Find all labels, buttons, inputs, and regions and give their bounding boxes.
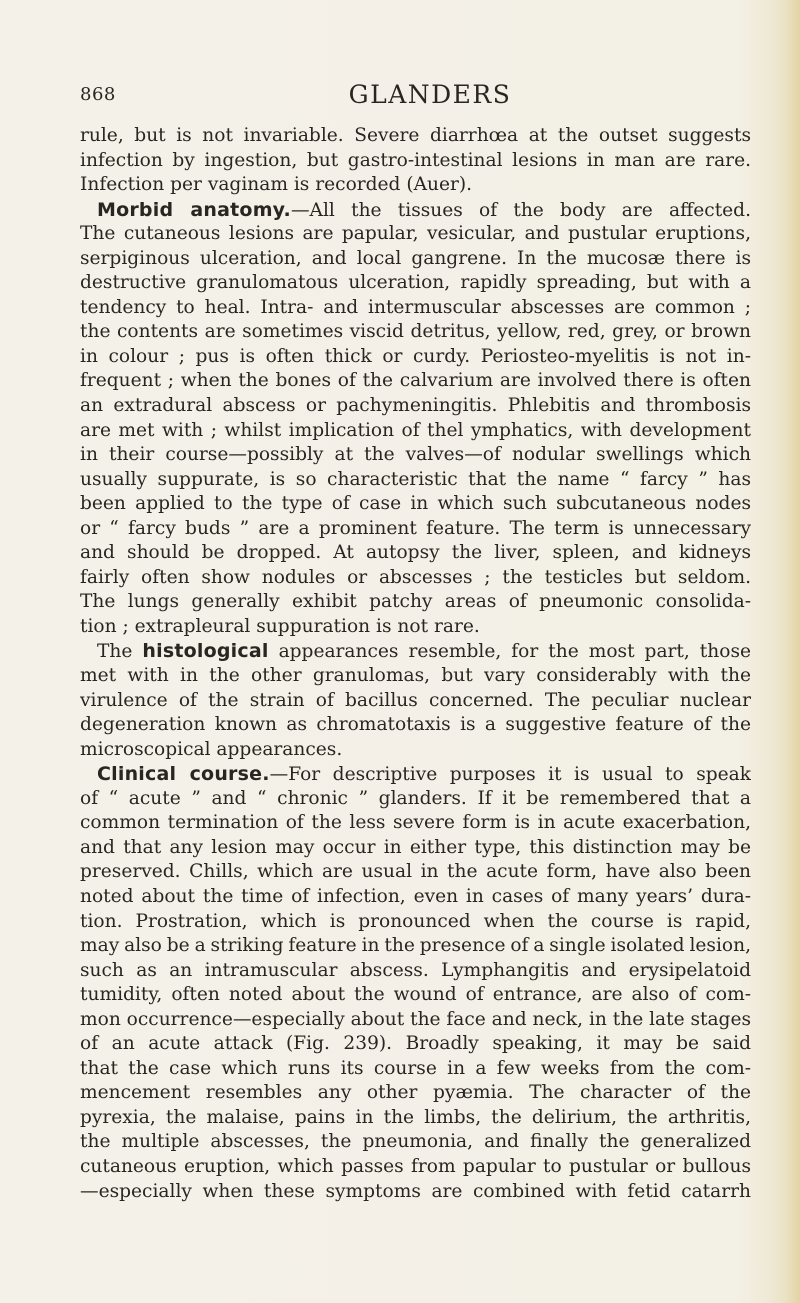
line-text: infection by ingestion, but gastro-intestinal lesions in man are rare. [80,149,751,171]
text-line [80,124,751,149]
line-text: tion ; extrapleural suppuration is not rare. [80,615,480,637]
page-header [80,80,750,110]
text-line [80,1008,751,1033]
line-text: —All the tissues of the body are affected. [290,199,751,221]
text-line [80,983,751,1008]
line-text: and that any lesion may occur in either type, this distinction may be [80,836,751,858]
line-text: tumidity, often noted about the wound of entrance, are also of com- [80,984,751,1006]
text-line [80,934,751,959]
line-text: met with in the other granulomas, but vary considerably with the [80,665,751,687]
text-line [80,615,751,640]
text-line [80,149,751,174]
line-text: tion. Prostration, which is pronounced when the course is rapid, [80,910,751,932]
section-heading: Clinical course. [97,763,270,786]
text-line [80,443,751,468]
text-line [80,468,751,493]
text-line [80,811,751,836]
page-number: 868 [80,84,116,105]
line-text: noted about the time of infection, even in cases of many years’ dura- [80,885,751,907]
text-line [80,1180,751,1205]
text-line [80,762,751,787]
line-text: mon occurrence—especially about the face and neck, in the late stages [80,1008,751,1030]
text-line [80,271,751,296]
line-text: the multiple abscesses, the pneumonia, and finally the generalized [80,1131,751,1153]
line-text: an extradural abscess or pachymeningitis. Phlebitis and thrombosis [80,395,751,417]
line-text: such as an intramuscular abscess. Lymphangitis and erysipelatoid [80,959,751,981]
line-text: and should be dropped. At autopsy the liver, spleen, and kidneys [80,542,751,564]
text-line [80,787,751,812]
text-line [80,689,751,714]
text-line [80,639,751,664]
line-text: frequent ; when the bones of the calvarium are involved there is often [80,370,751,392]
line-text: rule, but is not invariable. Severe diarrhœa at the outset suggests [80,125,751,146]
line-text: tendency to heal. Intra- and intermuscular abscesses are common ; [80,296,751,318]
section-heading: Morbid anatomy. [97,198,291,221]
line-text: Infection per vaginam is recorded (Auer). [80,174,473,196]
line-text: in colour ; pus is often thick or curdy. Periosteo-myelitis is not in- [80,345,751,367]
line-text: —especially when these symptoms are combined with fetid catarrh [80,1180,751,1202]
text-line [80,959,751,984]
section-heading: histological [142,640,269,663]
line-text: mencement resembles any other pyæmia. The character of the [80,1082,751,1104]
line-text: pyrexia, the malaise, pains in the limbs, the delirium, the arthritis, [80,1106,751,1128]
line-text: the contents are sometimes viscid detritus, yellow, red, grey, or brown [80,321,751,343]
line-text: degeneration known as chromatotaxis is a suggestive feature of the [80,714,751,736]
text-line [80,1057,751,1082]
text-line [80,566,751,591]
line-text: —For descriptive purposes it is usual to speak [269,764,751,786]
text-line [80,860,751,885]
text-line [80,320,751,345]
text-line [80,369,751,394]
text-line [80,836,751,861]
line-text: in their course—possibly at the valves—of nodular swellings which [80,444,751,466]
text-line [80,198,751,223]
text-line [80,173,751,198]
page-edge-shading [786,0,800,1303]
line-text: common termination of the less severe form is in acute exacerbation, [80,812,751,834]
line-text: microscopical appearances. [80,738,343,760]
line-text: The cutaneous lesions are papular, vesicular, and pustular eruptions, [80,223,751,245]
text-line [80,394,751,419]
text-line [80,345,751,370]
text-line [80,492,751,517]
line-text: virulence of the strain of bacillus concerned. The peculiar nuclear [80,689,751,711]
text-line [80,222,751,247]
line-text: fairly often show nodules or abscesses ; the testicles but seldom. [80,566,751,588]
text-line [80,1081,751,1106]
text-line [80,1032,751,1057]
text-line [80,541,751,566]
line-text: The lungs generally exhibit patchy areas of pneumonic consolida- [80,591,751,613]
line-text: cutaneous eruption, which passes from papular to pustular or bullous [80,1155,751,1177]
text-line [80,910,751,935]
text-line [80,296,751,321]
text-line [80,247,751,272]
text-line [80,1106,751,1131]
text-line [80,885,751,910]
text-line [80,1155,751,1180]
line-text: may also be a striking feature in the presence of a single isolated lesion, [80,935,751,957]
line-text: appearances resemble, for the most part, those [268,641,751,663]
line-text: are met with ; whilst implication of thel ymphatics, with development [80,419,751,441]
line-text: serpiginous ulceration, and local gangrene. In the mucosæ there is [80,247,751,269]
body-text [80,124,751,1204]
line-text: been applied to the type of case in which such subcutaneous nodes [80,493,751,515]
text-line [80,713,751,738]
text-line [80,590,751,615]
line-text: of an acute attack (Fig. 239). Broadly speaking, it may be said [80,1033,751,1055]
running-title: GLANDERS [348,80,512,109]
text-line [80,419,751,444]
line-text: usually suppurate, is so characteristic that the name “ farcy ” has [80,468,751,490]
line-text: that the case which runs its course in a few weeks from the com- [80,1057,751,1079]
line-text: preserved. Chills, which are usual in the acute form, have also been [80,861,751,883]
line-text: of “ acute ” and “ chronic ” glanders. If it be remembered that a [80,787,751,809]
line-text: or “ farcy buds ” are a prominent feature. The term is unnecessary [80,517,751,539]
text-line [80,664,751,689]
line-lead-text: The [97,641,143,663]
text-line [80,738,751,763]
text-line [80,1130,751,1155]
line-text: destructive granulomatous ulceration, rapidly spreading, but with a [80,272,751,294]
text-line [80,517,751,542]
